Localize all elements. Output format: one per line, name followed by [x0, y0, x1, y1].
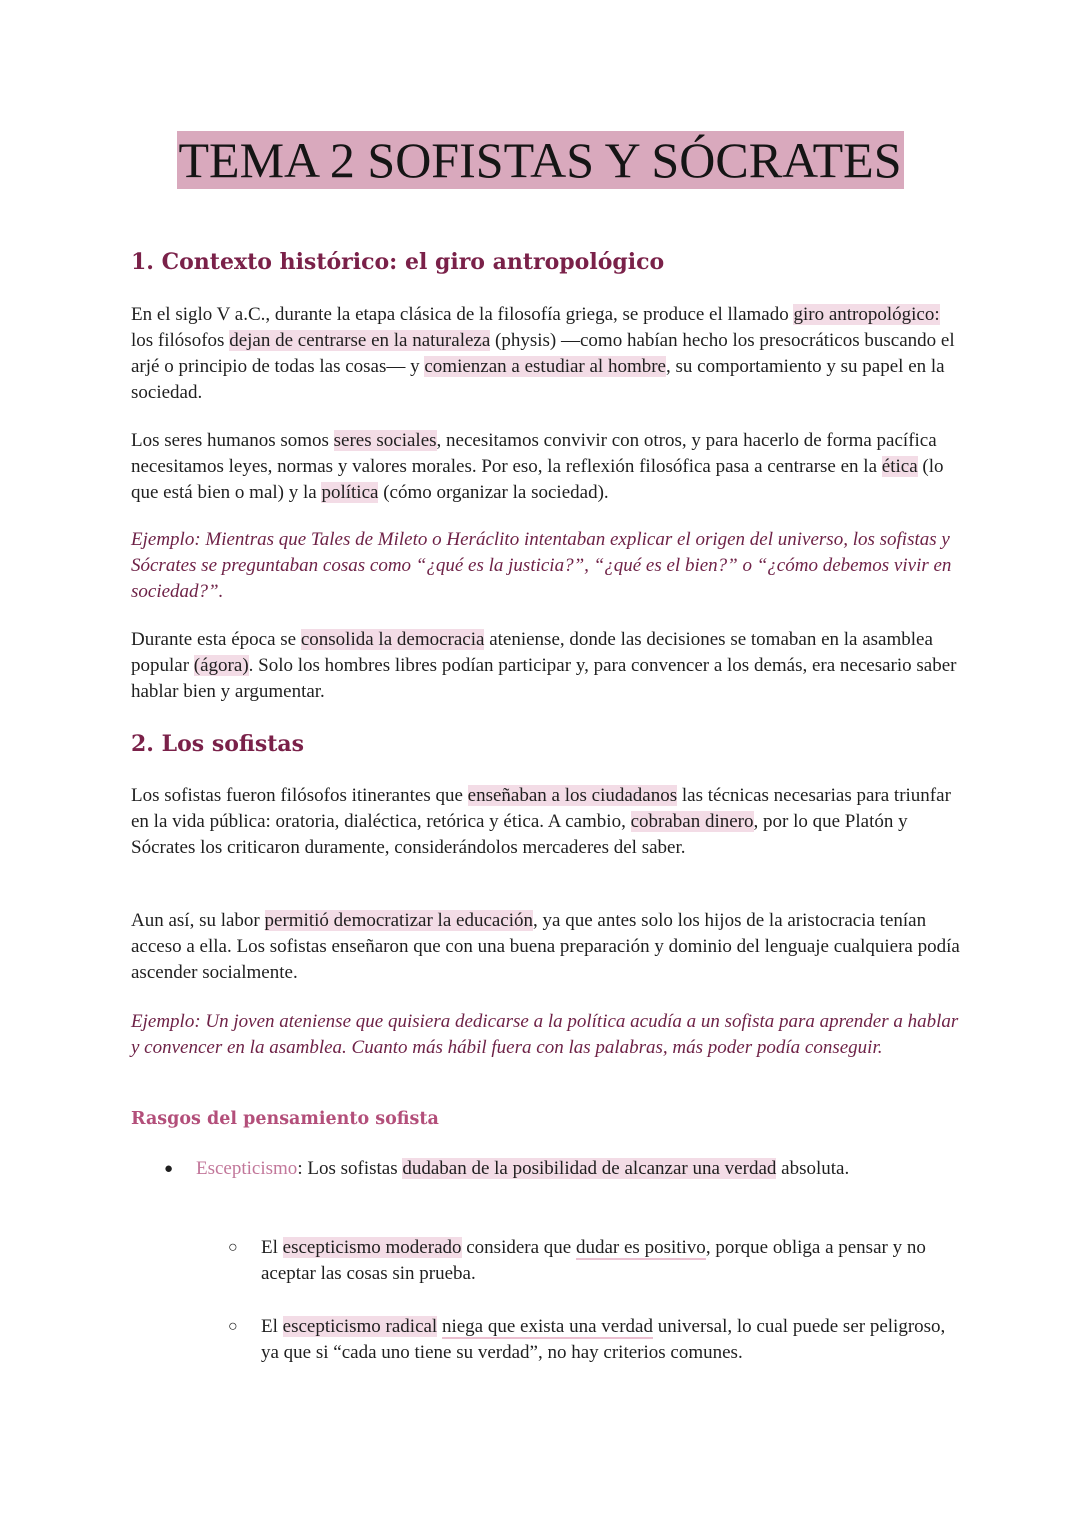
highlight: dudaban de la posibilidad de alcanzar una verdad — [402, 1158, 777, 1179]
underline: dudar es positivo — [575, 1237, 706, 1258]
highlight: escepticismo radical — [282, 1316, 438, 1337]
text: considera que — [461, 1237, 576, 1258]
text: universal, lo cual puede ser peligroso, ya que si “cada uno tiene su verdad”, no hay criterios comunes. — [261, 1316, 946, 1363]
text: (lo que está bien o mal) y la — [131, 456, 944, 503]
s1-example: Ejemplo: Mientras que Tales de Mileto o Heráclito intentaban explicar el origen del universo, los sofistas y Sócrates se preguntaban cosas como “¿qué es la justicia?”, “¿qué es el bien?” o “¿cómo debemos vivir en sociedad?”. — [131, 529, 952, 602]
text: El — [261, 1237, 283, 1258]
text: Durante esta época se — [131, 629, 301, 650]
bullet-text — [196, 1156, 954, 1182]
s1-paragraph-2 — [131, 428, 961, 506]
bullet-escepticismo — [164, 1156, 954, 1182]
text: absoluta. — [776, 1158, 850, 1179]
s2-paragraph-2 — [131, 908, 961, 986]
text: , por lo que Platón y Sócrates los criticaron duramente, considerándolos mercaderes del saber. — [131, 811, 908, 858]
text: los filósofos — [131, 330, 230, 351]
highlight: consolida la democracia — [300, 629, 485, 650]
text: Los sofistas fueron filósofos itinerantes que — [131, 785, 468, 806]
text: Aun así, su labor — [131, 910, 265, 931]
text: En el siglo V a.C., durante la etapa clásica de la filosofía griega, se produce el llamado — [131, 304, 794, 325]
text: (cómo organizar la sociedad). — [378, 482, 609, 503]
sub-bullet-text — [261, 1314, 948, 1366]
text: , necesitamos convivir con otros, y para hacerlo de forma pacífica necesitamos leyes, normas y valores morales. Por eso, la reflexión filosófica pasa a centrarse en la — [131, 430, 937, 477]
s1-paragraph-3 — [131, 627, 961, 705]
text: Los seres humanos somos — [131, 430, 334, 451]
highlight: seres sociales — [333, 430, 437, 451]
highlight: escepticismo moderado — [282, 1237, 462, 1258]
s1-paragraph-1 — [131, 302, 961, 406]
text: , su comportamiento y su papel en la sociedad. — [131, 356, 945, 403]
highlight: cobraban dinero — [630, 811, 754, 832]
sub-bullet-marker: ○ — [228, 1239, 238, 1256]
highlight: dejan de centrarse en la naturaleza — [229, 330, 491, 351]
title-container — [0, 131, 1080, 189]
highlight: (ágora) — [193, 655, 249, 676]
highlight: política — [321, 482, 379, 503]
text: . Solo los hombres libres podían participar y, para convencer a los demás, era necesario saber hablar bien y argumentar. — [131, 655, 957, 702]
highlight: giro antropológico: — [793, 304, 940, 325]
term: Escepticismo — [196, 1158, 298, 1179]
section-1-heading: 1. Contexto histórico: el giro antropológico — [131, 249, 665, 275]
text: (physis) —como habían hecho los presocráticos buscando el arjé o principio de todas las cosas— y — [131, 330, 955, 377]
highlight: comienzan a estudiar al hombre — [424, 356, 666, 377]
highlight: permitió democratizar la educación — [264, 910, 534, 931]
sub-bullet-radical — [228, 1314, 948, 1366]
s2-paragraph-1 — [131, 783, 961, 861]
text: , ya que antes solo los hijos de la aristocracia tenían acceso a ella. Los sofistas enseñaron que con una buena preparación y dominio del lenguaje cualquiera podía ascender socialmente. — [131, 910, 960, 983]
highlight: ética — [881, 456, 918, 477]
text: : Los sofistas — [297, 1158, 403, 1179]
sub-bullet-moderado — [228, 1235, 948, 1287]
s2-example: Ejemplo: Un joven ateniense que quisiera dedicarse a la política acudía a un sofista para aprender a hablar y convencer en la asamblea. Cuanto más hábil fuera con las palabras, más poder podía conseguir. — [131, 1011, 959, 1058]
underline: niega que exista una verdad — [441, 1316, 653, 1337]
section-2-heading: 2. Los sofistas — [131, 731, 305, 757]
sub-bullet-text — [261, 1235, 948, 1287]
sub-bullet-marker: ○ — [228, 1318, 238, 1335]
highlight: enseñaban a los ciudadanos — [467, 785, 678, 806]
bullet-marker: ● — [164, 1161, 174, 1177]
text: las técnicas necesarias para triunfar en la vida pública: oratoria, dialéctica, retórica y ética. A cambio, — [131, 785, 951, 832]
text: ateniense, donde las decisiones se tomaban en la asamblea popular — [131, 629, 933, 676]
text: , porque obliga a pensar y no aceptar las cosas sin prueba. — [261, 1237, 926, 1284]
s2-subheading: Rasgos del pensamiento sofista — [131, 1109, 439, 1129]
text: El — [261, 1316, 283, 1337]
page-title: TEMA 2 SOFISTAS Y SÓCRATES — [178, 132, 902, 188]
